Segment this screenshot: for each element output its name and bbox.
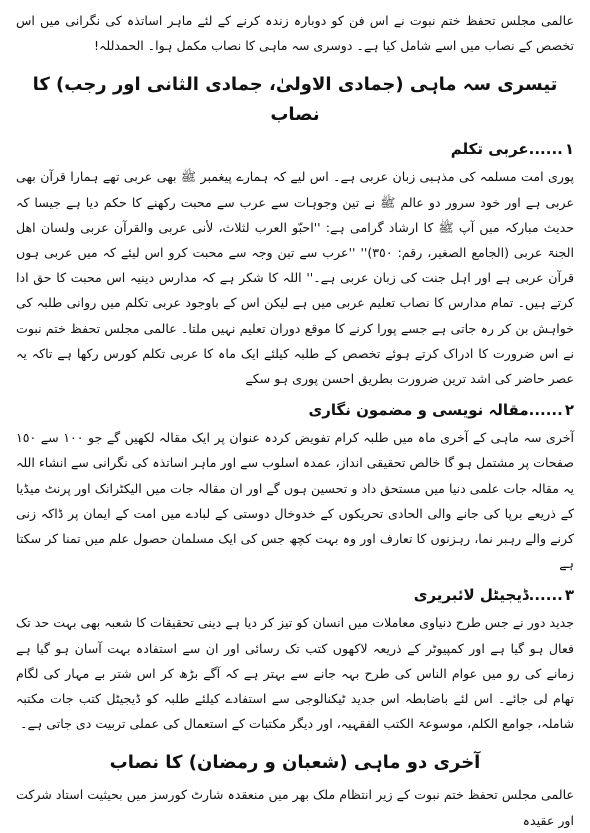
section-number: ۱ — [564, 140, 574, 159]
section-number: ۲ — [564, 401, 574, 420]
section-paragraph: پوری امت مسلمہ کی مذہبی زبان عربی ہے۔ اس لیے کہ ہمارے پیغمبر ﷺ بھی عربی تھے ہمارا قرآن بھی عربی ہے اور خود سرور دو عالم ﷺ نے تین وجوہات سے عرب سے محبت رکھنے کا حکم دیا ہے جیسا کہ حدیث مبارکہ میں آپ ﷺ کا ارشاد گرامی ہے: ''احبّو العرب لثلاث، لأنی عربی والقرآن عربی ولسان اھل الجنۃ عربی (الجامع الصغیر، رقم: ٣٥٠)'' ''عرب سے تین وجہ سے محبت کرو اس لیئے کہ میں عربی ہوں قرآن عربی ہے اور اہل جنت کی زبان عربی ہے۔'' اللہ کا شکر ہے کہ مدارس دینیہ اس محبت کا حق ادا کرتے ہیں۔ تمام مدارس کا نصاب تعلیم عربی میں ہے لیکن اس کے باوجود عربی تکلم میں روانی طلبہ کی خواہش بن کر رہ جاتی ہے جسے پورا کرنے کا موقع دوران تعلیم نہیں ملتا۔ عالمی مجلس تحفظ ختم نبوت نے اس ضرورت کا ادراک کرتے ہوئے تخصص کے طلبہ کیلئے ایک ماہ کا عربی تکلم کورس رکھا ہے تاکہ یہ عصر حاضر کی اشد ترین ضرورت بطریق احسن پوری ہو سکے — [16, 169, 574, 387]
last-two-months-paragraph: عالمی مجلس تحفظ ختم نبوت کے زیر انتظام ملک بھر میں منعقدہ شارٹ کورسز میں بحیثیت استاد شرکت اور عقیدہ — [16, 787, 574, 828]
section-heading — [16, 136, 574, 162]
section-paragraph: آخری سہ ماہی کے آخری ماہ میں طلبہ کرام تفویض کردہ عنوان پر ایک مقالہ لکھیں گے جو ١٠٠ سے ١٥٠ صفحات پر مشتمل ہو گا خالص تحقیقی انداز، عمدہ اسلوب سے اور ماہر اساتذہ کی نگرانی سے انشاء اللہ یہ مقالہ جات علمی دنیا میں مستحق داد و تحسین ہوں گے اور ان مقالہ جات میں الیکٹرانک اور پرنٹ میڈیا کے ذریعے برپا کی جانے والی الحادی تحریکوں کے خدوخال دوستی کے لبادے میں امت کے ایمان پر ڈاکہ زنی کرنے والے رہبر نما، رہزنوں کا تعارف اور وہ بہت کچھ جس کی ایک مسلمان حصول علم میں تمنا کر سکتا ہے — [15, 430, 574, 572]
section-heading — [16, 397, 574, 423]
section-title: ......ڈیجیٹل لائبریری — [413, 586, 563, 605]
section-arabic-speaking — [16, 136, 574, 391]
section-title: ......عربی تکلم — [450, 140, 563, 159]
section-article-writing — [16, 397, 574, 576]
section-number: ۳ — [564, 586, 574, 605]
section-title: ......مقالہ نویسی و مضمون نگاری — [308, 401, 563, 420]
last-two-months-heading: آخری دو ماہی (شعبان و رمضان) کا نصاب — [109, 752, 481, 774]
section-paragraph: جدید دور نے جس طرح دنیاوی معاملات میں انسان کو تیز کر دیا ہے دینی تحقیقات کا شعبہ بھی بہت حد تک فعال ہو گیا ہے اور کمپیوٹر کے ذریعہ لاکھوں کتب تک رسائی اور ان سے استفادہ بہت آسان ہو گیا ہے زمانے کی رو میں عوام الناس کی طرح بہہ جانے سے بہتر ہے کہ آگے بڑھ کر اس شتر بے مہار کی لگام تھام لی جائے۔ اس لئے باضابطہ اس جدید ٹیکنالوجی سے استفادے کیلئے طلبہ کو ڈیجیٹل کتب جات مکتبہ شاملہ، جوامع الکلم، موسوعۃ الکتب الفقہیہ، اور دیگر مکتبات کے استعمال کی عملی تربیت دی جاتی ہے۔ — [16, 615, 574, 732]
intro-paragraph: عالمی مجلس تحفظ ختم نبوت نے اس فن کو دوبارہ زندہ کرنے کے لئے ماہر اساتذہ کی نگرانی میں اس تخصص کے نصاب میں اسے شامل کیا ہے۔ دوسری سہ ماہی کا نصاب مکمل ہوا۔ الحمدللہ! — [16, 13, 574, 54]
third-quarter-heading: تیسری سہ ماہی (جمادی الاولیٰ، جمادی الثانی اور رجب) کا نصاب — [32, 74, 558, 126]
section-digital-library — [16, 582, 574, 736]
section-heading — [16, 582, 574, 608]
